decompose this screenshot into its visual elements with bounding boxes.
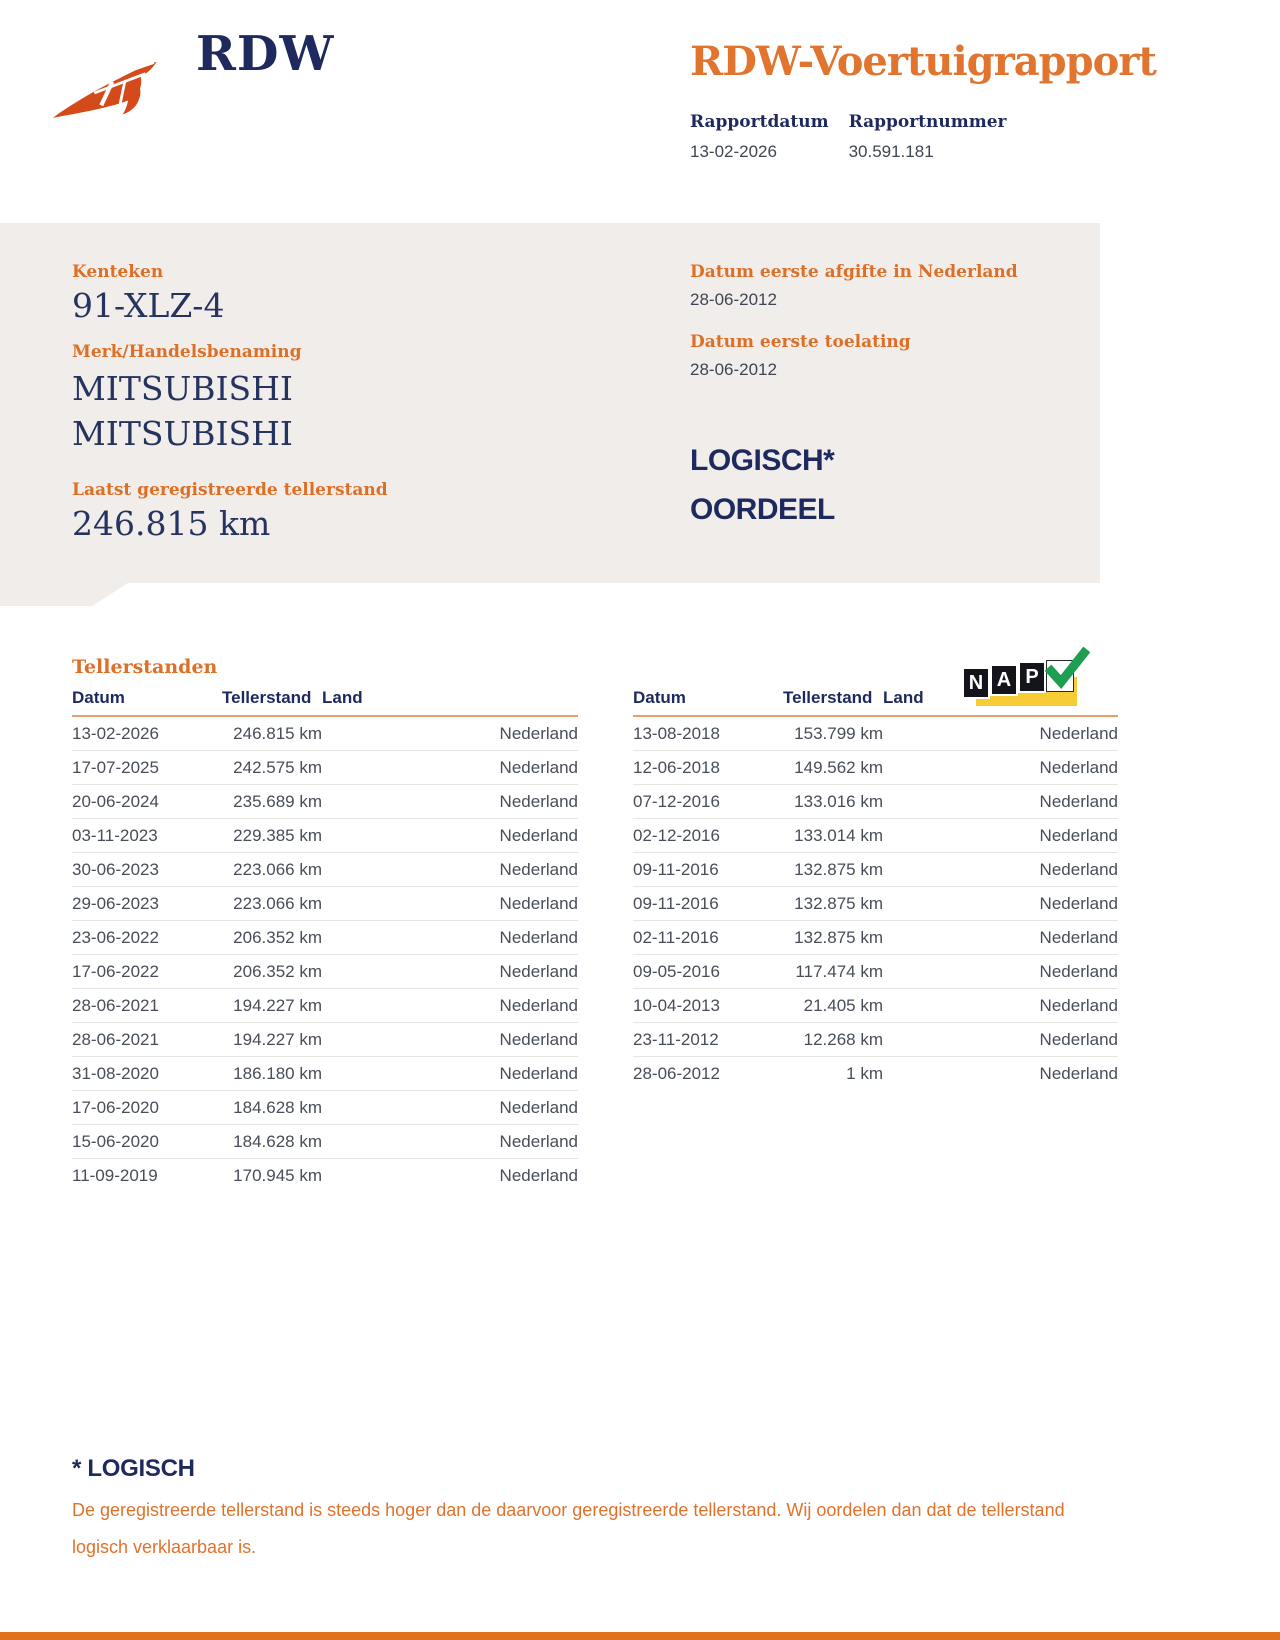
table-row <box>72 819 578 853</box>
tellerstand-cell: 12.268 km <box>783 1023 883 1057</box>
table-row <box>72 887 578 921</box>
merk-line1: MITSUBISHI <box>72 369 293 408</box>
datum-cell: 15-06-2020 <box>72 1125 222 1159</box>
tellerstand-cell: 1 km <box>783 1057 883 1091</box>
table-row <box>633 751 1118 785</box>
land-cell: Nederland <box>883 887 1118 921</box>
report-date-value: 13-02-2026 <box>690 142 777 161</box>
table-row <box>72 1091 578 1125</box>
table-row <box>72 955 578 989</box>
merk-label: Merk/Handelsbenaming <box>72 342 302 362</box>
tellerstand-cell: 186.180 km <box>222 1057 322 1091</box>
rdw-feather-logo-icon <box>26 46 182 122</box>
tellerstand-cell: 133.016 km <box>783 785 883 819</box>
land-cell: Nederland <box>499 724 578 743</box>
datum-cell: 12-06-2018 <box>633 751 783 785</box>
land-cell: Nederland <box>322 751 578 785</box>
footnote-title: * LOGISCH <box>72 1455 195 1482</box>
land-cell: Nederland <box>322 955 578 989</box>
nap-letter-a: A <box>990 664 1018 696</box>
tellerstanden-table-left <box>72 688 578 1192</box>
tellerstand-cell: 132.875 km <box>783 921 883 955</box>
datum-cell: 09-05-2016 <box>633 955 783 989</box>
table-row <box>72 1057 578 1091</box>
datum-cell: 09-11-2016 <box>633 887 783 921</box>
land-cell: Nederland <box>883 1057 1118 1091</box>
tellerstand-cell: 149.562 km <box>783 751 883 785</box>
table-row <box>633 819 1118 853</box>
tellerstanden-title: Tellerstanden <box>72 656 218 678</box>
table-row <box>633 989 1118 1023</box>
table-row <box>72 853 578 887</box>
datum-cell: 10-04-2013 <box>633 989 783 1023</box>
datum-cell: 02-12-2016 <box>633 819 783 853</box>
report-number-block <box>849 112 1007 162</box>
land-cell: Nederland <box>883 921 1118 955</box>
merk-value <box>72 366 632 456</box>
land-cell: Nederland <box>322 1023 578 1057</box>
report-meta <box>690 112 1007 162</box>
right-table-body <box>633 716 1118 1090</box>
land-cell: Nederland <box>322 1159 578 1193</box>
merk-line2: MITSUBISHI <box>72 414 293 453</box>
land-cell: Nederland <box>883 1023 1118 1057</box>
tellerstand-cell: 235.689 km <box>222 785 322 819</box>
tellerstand-cell: 242.575 km <box>222 751 322 785</box>
afgifte-label: Datum eerste afgifte in Nederland <box>690 262 1018 282</box>
tellerstand-column-header: Tellerstand <box>222 688 322 716</box>
tellerstand-cell: 170.945 km <box>222 1159 322 1193</box>
table-row <box>633 1057 1118 1091</box>
tellerstand-cell: 206.352 km <box>222 955 322 989</box>
datum-cell: 09-11-2016 <box>633 853 783 887</box>
tellerstand-column-header: Tellerstand <box>783 688 883 716</box>
land-cell: Nederland <box>322 1125 578 1159</box>
kenteken-value: 91-XLZ-4 <box>72 286 225 325</box>
table-row <box>72 1159 578 1193</box>
datum-cell: 28-06-2012 <box>633 1057 783 1091</box>
tellerstand-cell: 21.405 km <box>783 989 883 1023</box>
tellerstand-cell: 153.799 km <box>794 724 883 743</box>
datum-column-header: Datum <box>633 688 783 716</box>
datum-column-header: Datum <box>72 688 222 716</box>
table-row <box>633 955 1118 989</box>
tellerstand-cell: 132.875 km <box>783 853 883 887</box>
oordeel-verdict <box>690 436 1090 534</box>
tellerstand-cell: 246.815 km <box>233 724 322 743</box>
oordeel-line2: OORDEEL <box>690 493 835 526</box>
left-table-body <box>72 716 578 1192</box>
land-cell: Nederland <box>322 921 578 955</box>
report-date-label: Rapportdatum <box>690 112 829 132</box>
table-row <box>633 921 1118 955</box>
datum-cell: 31-08-2020 <box>72 1057 222 1091</box>
rdw-logo-wordmark: RDW <box>196 26 335 82</box>
table-row <box>72 989 578 1023</box>
table-row <box>633 785 1118 819</box>
tellerstand-cell: 184.628 km <box>222 1125 322 1159</box>
tellerstanden-table-right <box>633 688 1118 1090</box>
report-date-block <box>690 112 829 162</box>
land-cell: Nederland <box>322 853 578 887</box>
table-row <box>633 1023 1118 1057</box>
datum-cell: 28-06-2021 <box>72 1023 222 1057</box>
land-cell: Nederland <box>883 819 1118 853</box>
datum-cell: 17-07-2025 <box>72 751 222 785</box>
table-row <box>633 887 1118 921</box>
land-cell: Nederland <box>322 1091 578 1125</box>
land-cell: Nederland <box>1039 724 1118 743</box>
land-cell: Nederland <box>883 751 1118 785</box>
oordeel-line1: LOGISCH* <box>690 444 835 477</box>
tellerstand-cell: 194.227 km <box>222 1023 322 1057</box>
datum-cell: 13-08-2018 <box>633 724 720 743</box>
datum-cell: 29-06-2023 <box>72 887 222 921</box>
toelating-value: 28-06-2012 <box>690 360 777 379</box>
land-cell: Nederland <box>322 1057 578 1091</box>
table-row <box>72 1125 578 1159</box>
land-column-header: Land <box>322 688 578 716</box>
table-row <box>72 785 578 819</box>
table-row <box>633 716 1118 751</box>
tellerstand-cell: 223.066 km <box>222 853 322 887</box>
land-cell: Nederland <box>322 887 578 921</box>
table-row <box>633 853 1118 887</box>
afgifte-value: 28-06-2012 <box>690 290 777 309</box>
toelating-label: Datum eerste toelating <box>690 332 911 352</box>
datum-cell: 23-06-2022 <box>72 921 222 955</box>
nap-letter-p: P <box>1018 661 1046 693</box>
datum-cell: 02-11-2016 <box>633 921 783 955</box>
tellerstand-cell: 184.628 km <box>222 1091 322 1125</box>
datum-cell: 07-12-2016 <box>633 785 783 819</box>
land-cell: Nederland <box>322 989 578 1023</box>
table-row <box>72 1023 578 1057</box>
land-cell: Nederland <box>883 853 1118 887</box>
kenteken-label: Kenteken <box>72 262 164 282</box>
datum-cell: 17-06-2020 <box>72 1091 222 1125</box>
tellerstand-cell: 117.474 km <box>783 955 883 989</box>
summary-right-column <box>690 262 1090 534</box>
laatste-tellerstand-label: Laatst geregistreerde tellerstand <box>72 480 388 500</box>
datum-cell: 28-06-2021 <box>72 989 222 1023</box>
table-row <box>72 921 578 955</box>
report-number-label: Rapportnummer <box>848 112 1007 132</box>
datum-cell: 11-09-2019 <box>72 1159 222 1193</box>
tellerstand-cell: 133.014 km <box>783 819 883 853</box>
table-header-row <box>72 688 578 716</box>
datum-cell: 03-11-2023 <box>72 819 222 853</box>
table-row <box>72 716 578 751</box>
land-cell: Nederland <box>883 785 1118 819</box>
table-header-row <box>633 688 1118 716</box>
table-row <box>72 751 578 785</box>
page-title: RDW-Voertuigrapport <box>690 38 1156 85</box>
nap-checkmark-icon <box>1044 645 1090 691</box>
tellerstand-cell: 223.066 km <box>222 887 322 921</box>
land-cell: Nederland <box>883 955 1118 989</box>
tellerstand-cell: 206.352 km <box>222 921 322 955</box>
land-column-header: Land <box>883 688 1118 716</box>
tellerstand-cell: 229.385 km <box>222 819 322 853</box>
datum-cell: 23-11-2012 <box>633 1023 783 1057</box>
nap-letter-n: N <box>962 667 990 699</box>
footnote-text: De geregistreerde tellerstand is steeds hoger dan de daarvoor geregistreerde tellerstand. Wij oordelen dan dat de tellerstand logisch verklaarbaar is. <box>72 1500 1065 1557</box>
laatste-tellerstand-value: 246.815 km <box>72 504 271 543</box>
bottom-accent-bar <box>0 1632 1280 1640</box>
datum-cell: 20-06-2024 <box>72 785 222 819</box>
datum-cell: 30-06-2023 <box>72 853 222 887</box>
tellerstand-cell: 194.227 km <box>222 989 322 1023</box>
datum-cell: 17-06-2022 <box>72 955 222 989</box>
tellerstand-cell: 132.875 km <box>783 887 883 921</box>
report-number-value: 30.591.181 <box>848 142 934 161</box>
summary-left-column <box>72 262 632 560</box>
land-cell: Nederland <box>322 785 578 819</box>
land-cell: Nederland <box>883 989 1118 1023</box>
datum-cell: 13-02-2026 <box>72 724 159 743</box>
land-cell: Nederland <box>322 819 578 853</box>
